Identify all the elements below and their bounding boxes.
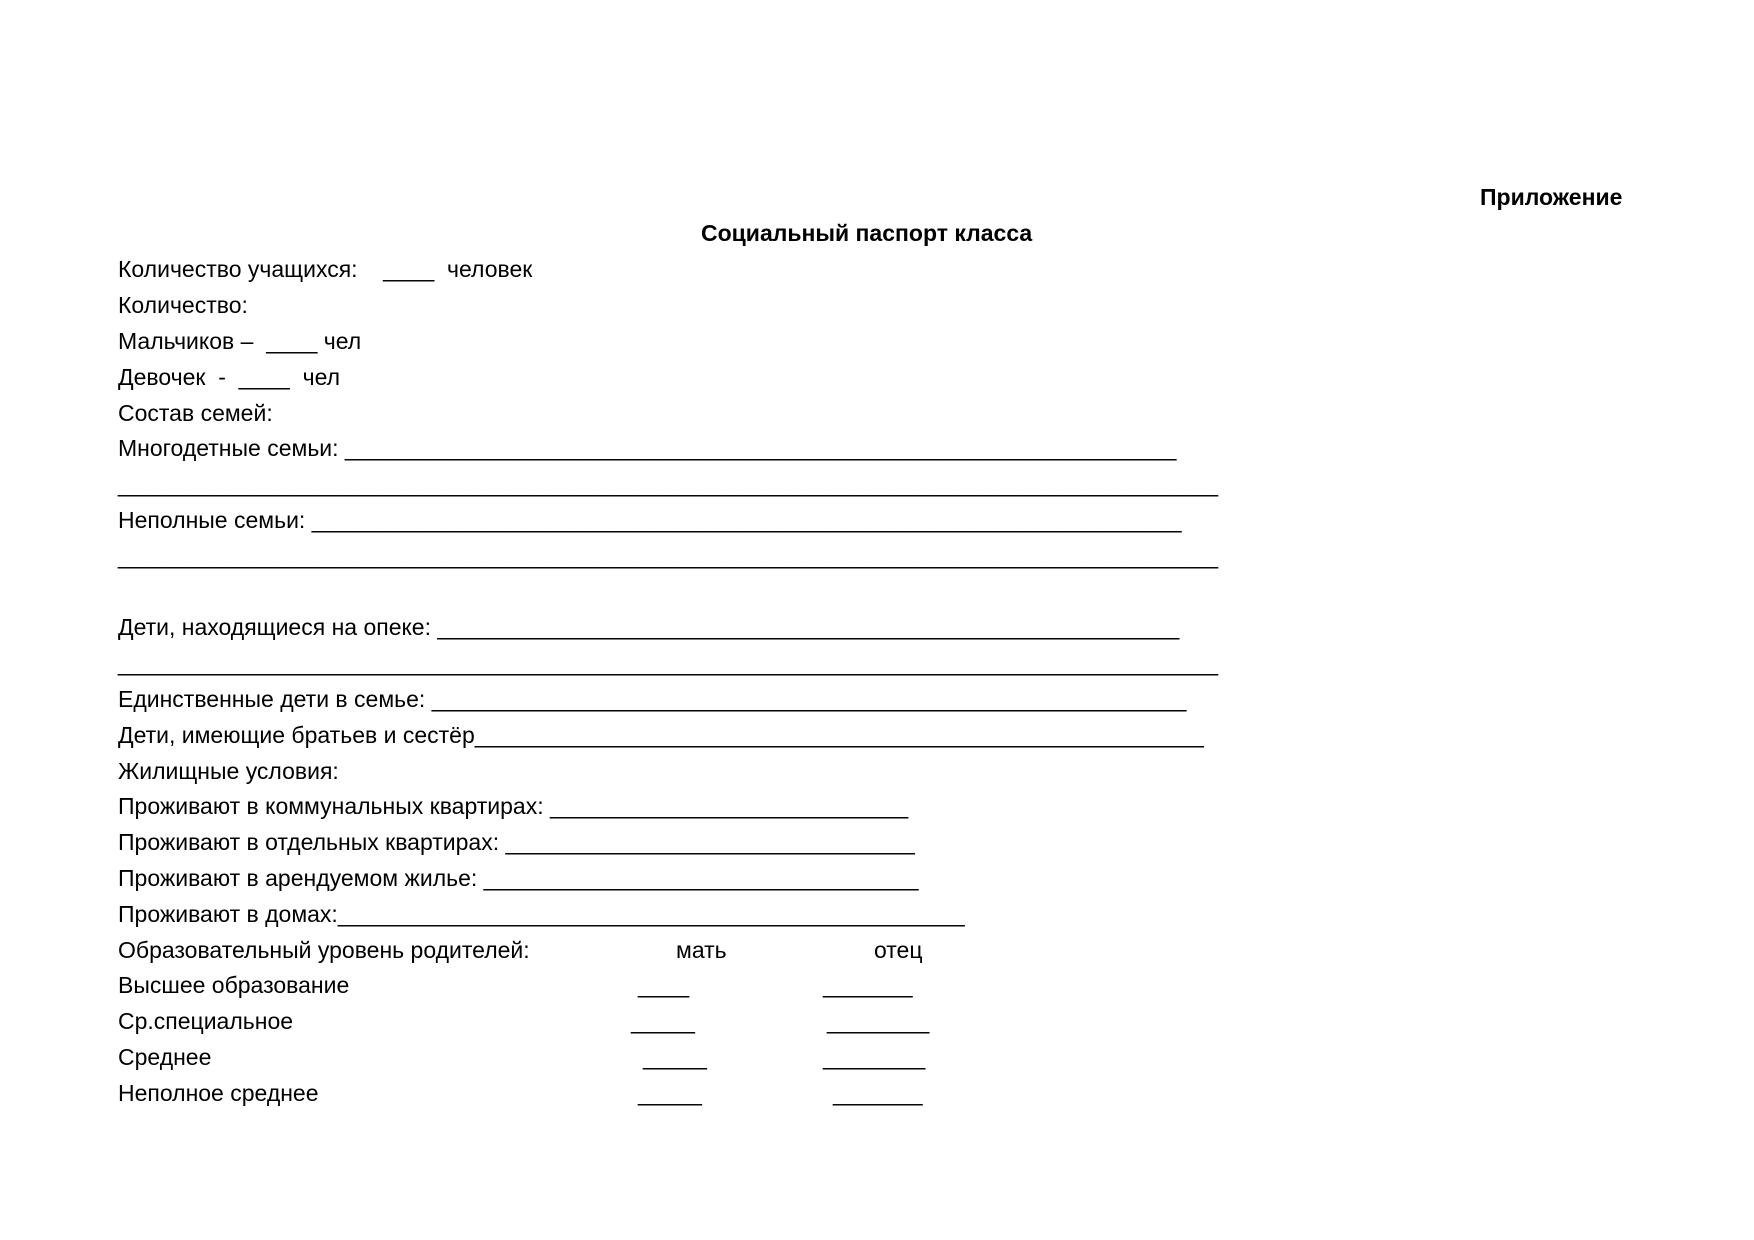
housing-label: Жилищные условия: [118, 758, 339, 784]
education-father-header: отец [874, 937, 923, 963]
boys-count-line: Мальчиков – ____ чел [118, 328, 362, 354]
education-row-mother-blank: _____ [643, 1044, 707, 1070]
housing-rented-line: Проживают в арендуемом жилье: __________________________________ [118, 865, 919, 891]
education-row-mother-blank: _____ [631, 1008, 695, 1034]
only-children-line: Единственные дети в семье: ___________________________________________________________ [118, 686, 1187, 712]
education-row-father-blank: ________ [827, 1008, 930, 1034]
education-row-father-blank: _______ [823, 972, 913, 998]
family-composition-label: Состав семей: [118, 400, 273, 426]
girls-count-line: Девочек - ____ чел [118, 364, 341, 390]
document-title: Социальный паспорт класса [701, 220, 1033, 246]
guardianship-line: Дети, находящиеся на опеке: __________________________________________________________ [118, 614, 1180, 640]
large-families-continuation: ______________________________________________________________________________________ [118, 471, 1219, 497]
students-count-label: Количество: [118, 292, 248, 318]
education-row-father-blank: ________ [823, 1044, 926, 1070]
education-row-father-blank: _______ [833, 1080, 923, 1106]
education-row-mother-blank: _____ [638, 1080, 702, 1106]
guardianship-continuation: ______________________________________________________________________________________ [118, 650, 1219, 676]
education-row-label: Среднее [118, 1044, 212, 1070]
education-row-label: Ср.специальное [118, 1008, 294, 1034]
large-families-line: Многодетные семьи: _________________________________________________________________ [118, 435, 1177, 461]
incomplete-families-continuation: ______________________________________________________________________________________ [118, 543, 1219, 569]
siblings-line: Дети, имеющие братьев и сестёр_________________________________________________________ [118, 722, 1204, 748]
incomplete-families-line: Неполные семьи: ____________________________________________________________________ [118, 507, 1182, 533]
education-row-label: Высшее образование [118, 972, 350, 998]
education-row-label: Неполное среднее [118, 1080, 319, 1106]
education-row-mother-blank: ____ [638, 972, 690, 998]
housing-communal-line: Проживают в коммунальных квартирах: ____________________________ [118, 793, 909, 819]
appendix-label: Приложение [1480, 184, 1623, 210]
housing-separate-line: Проживают в отдельных квартирах: ________________________________ [118, 829, 915, 855]
education-mother-header: мать [676, 937, 727, 963]
housing-houses-line: Проживают в домах:_________________________________________________ [118, 901, 965, 927]
students-count-line: Количество учащихся: ____ человек [118, 256, 533, 282]
education-label: Образовательный уровень родителей: [118, 937, 530, 963]
